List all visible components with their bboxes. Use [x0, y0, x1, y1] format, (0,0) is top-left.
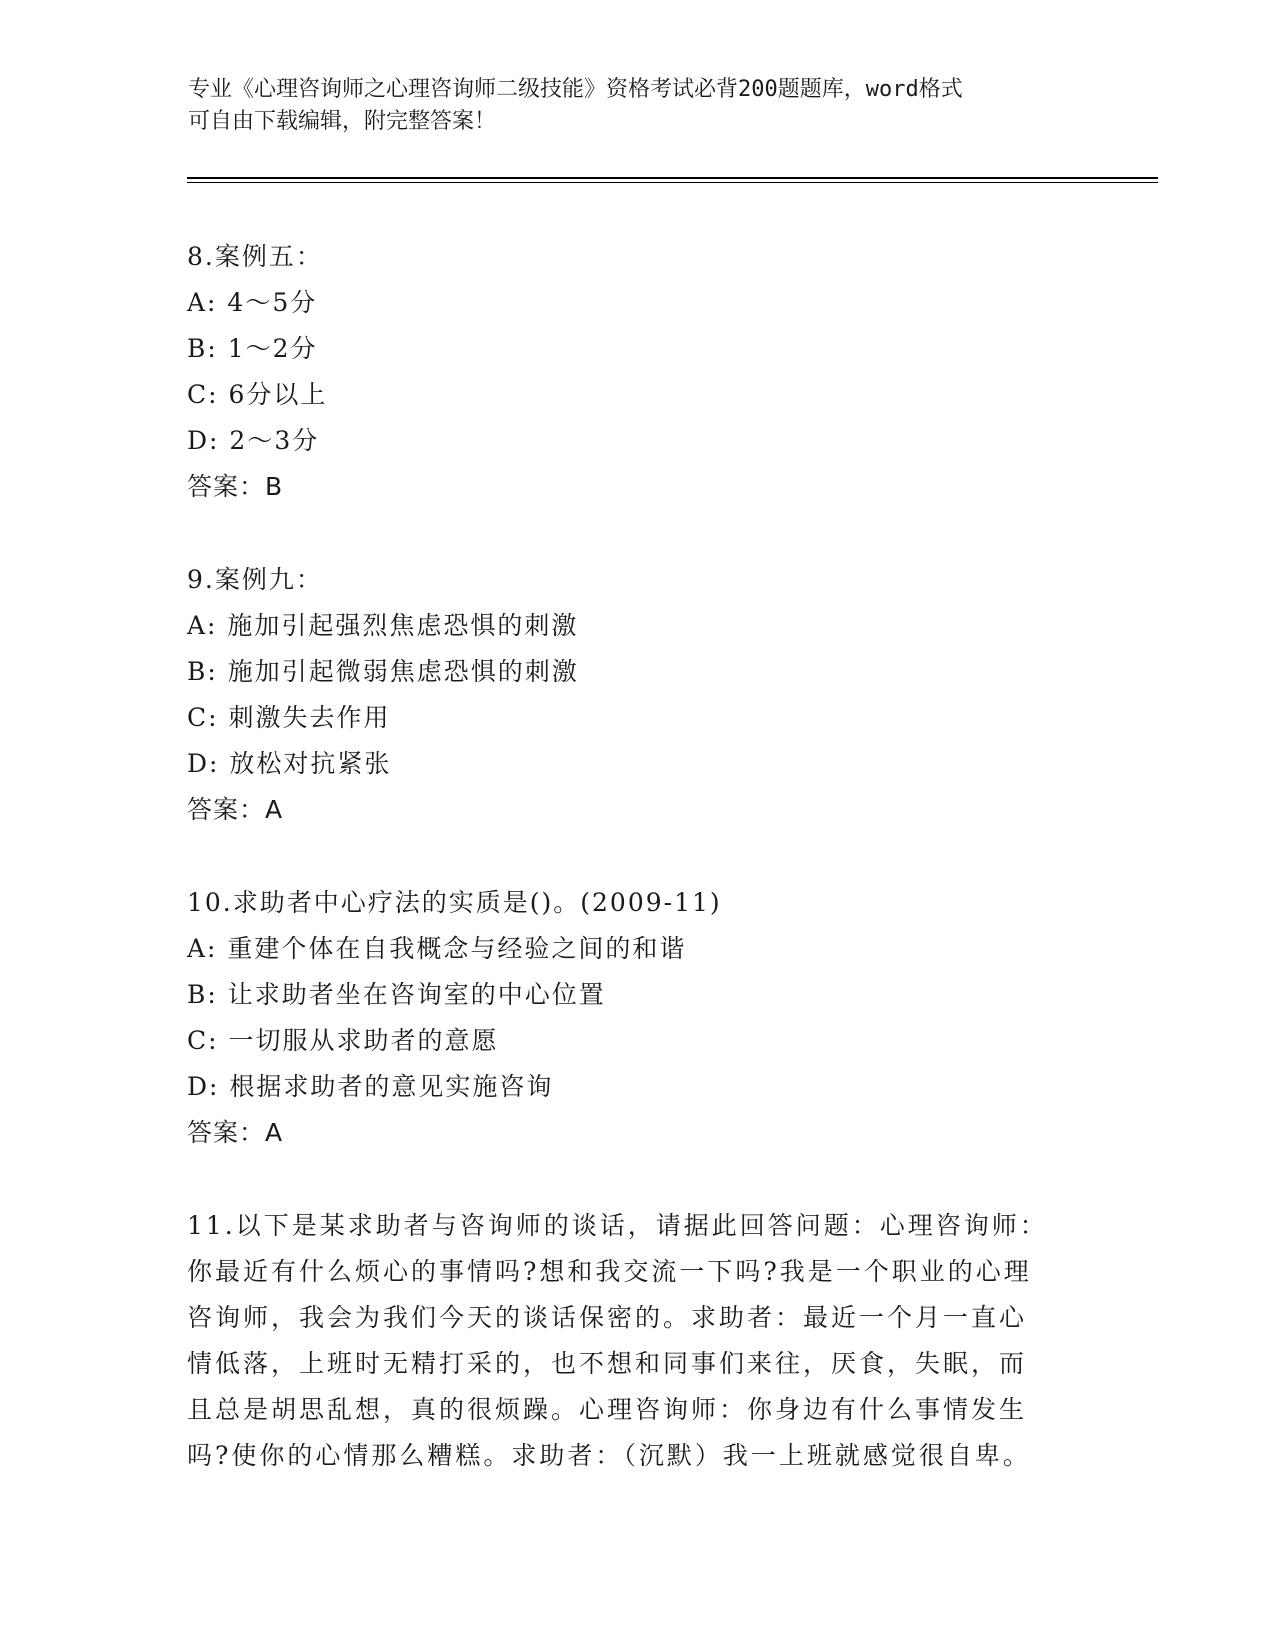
header-rule-thin — [187, 182, 1158, 183]
header-line-2: 可自由下载编辑，附完整答案！ — [188, 109, 497, 134]
option-b: B: 让求助者坐在咨询室的中心位置 — [187, 980, 606, 1009]
paragraph-line: 咨询师，我会为我们今天的谈话保密的。求助者：最近一个月一直心 — [187, 1303, 1028, 1332]
option-a: A: 施加引起强烈焦虑恐惧的刺激 — [187, 611, 579, 640]
answer-label: 答案：A — [187, 795, 284, 824]
option-b: B: 1～2分 — [187, 334, 318, 363]
paragraph-line: 你最近有什么烦心的事情吗?想和我交流一下吗?我是一个职业的心理 — [187, 1257, 1032, 1286]
header-line-1: 专业《心理咨询师之心理咨询师二级技能》资格考试必背200题题库，word格式 — [188, 77, 963, 102]
document-header — [188, 74, 1068, 138]
option-d: D: 根据求助者的意见实施咨询 — [187, 1072, 554, 1101]
answer-label: 答案：A — [187, 1118, 284, 1147]
option-c: C: 刺激失去作用 — [187, 703, 391, 732]
question-stem: 9.案例九： — [187, 565, 323, 594]
question-stem: 10.求助者中心疗法的实质是()。(2009-11) — [187, 888, 722, 917]
paragraph-line: 情低落，上班时无精打采的，也不想和同事们来往，厌食，失眠，而 — [187, 1349, 1028, 1378]
question-8 — [187, 234, 1067, 510]
option-a: A: 4～5分 — [187, 288, 318, 317]
header-rule-thick — [187, 177, 1158, 179]
option-d: D: 2～3分 — [187, 426, 320, 455]
question-11 — [187, 1203, 1067, 1479]
answer-label: 答案：B — [187, 472, 284, 501]
option-c: C: 6分以上 — [187, 380, 328, 409]
option-d: D: 放松对抗紧张 — [187, 749, 392, 778]
paragraph-line: 且总是胡思乱想，真的很烦躁。心理咨询师：你身边有什么事情发生 — [187, 1395, 1028, 1424]
option-a: A: 重建个体在自我概念与经验之间的和谐 — [187, 934, 687, 963]
option-c: C: 一切服从求助者的意愿 — [187, 1026, 499, 1055]
paragraph-line: 11.以下是某求助者与咨询师的谈话，请据此回答问题：心理咨询师： — [187, 1211, 1048, 1240]
question-9 — [187, 557, 1067, 833]
question-stem: 8.案例五： — [187, 242, 323, 271]
paragraph-line: 吗?使你的心情那么糟糕。求助者：（沉默）我一上班就感觉很自卑。 — [187, 1441, 1031, 1470]
option-b: B: 施加引起微弱焦虑恐惧的刺激 — [187, 657, 579, 686]
question-10 — [187, 880, 1067, 1156]
